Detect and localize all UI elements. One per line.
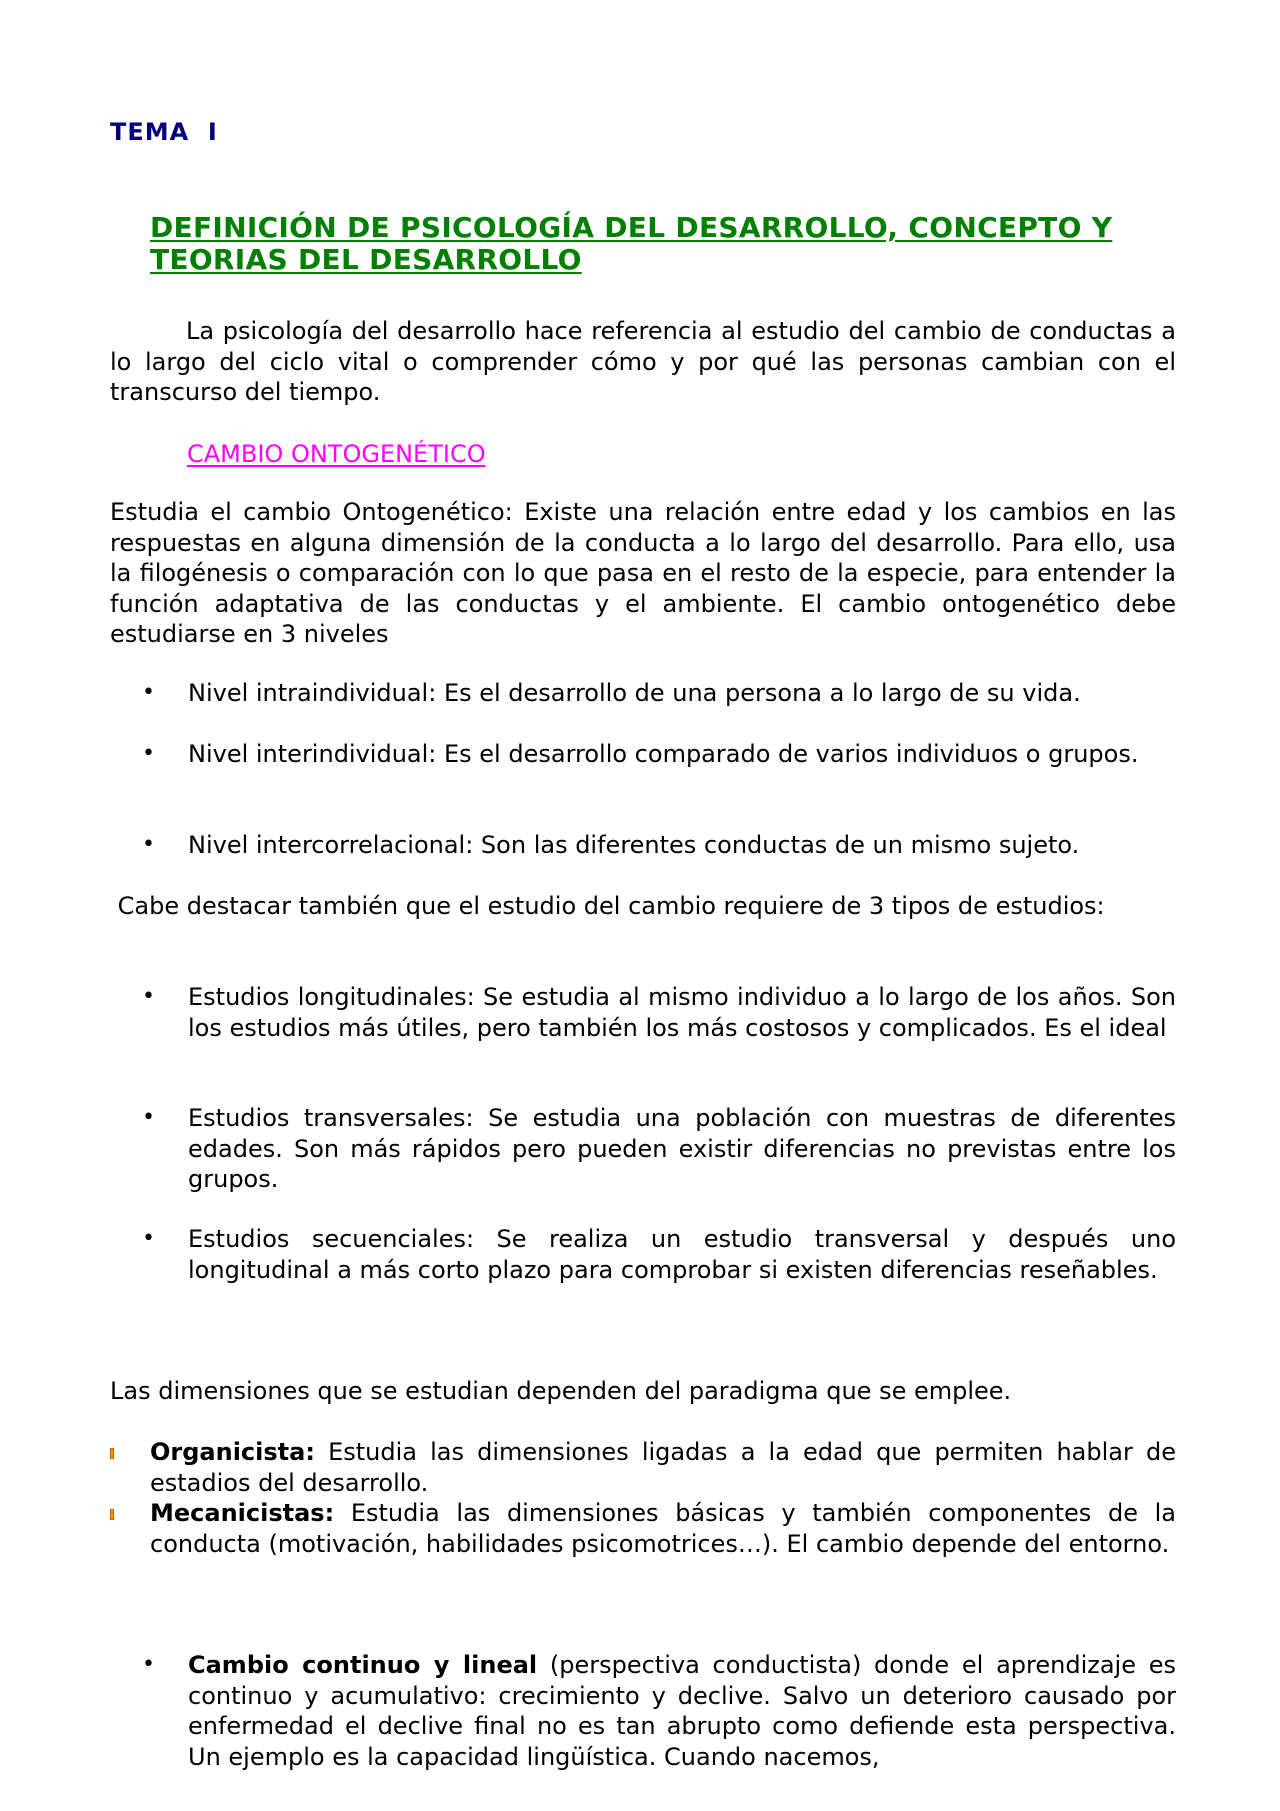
bullet-icon: • xyxy=(142,1105,155,1130)
list-item-text: Estudios longitudinales: Se estudia al mismo individuo a lo largo de los años. Son los estudios más útiles, pero también los más costosos y complicados. Es el ideal xyxy=(188,983,1176,1042)
list-item xyxy=(142,1224,1176,1285)
list-item xyxy=(142,1103,1176,1195)
bullet-icon: • xyxy=(142,984,155,1009)
square-bullet-icon xyxy=(110,1509,114,1520)
bullet-icon: • xyxy=(142,1226,155,1251)
paradigm-label: Mecanicistas: xyxy=(150,1499,335,1527)
list-item-text: Nivel intercorrelacional: Son las diferentes conductas de un mismo sujeto. xyxy=(188,831,1080,859)
paradigm-item-mecanicistas xyxy=(110,1498,1176,1559)
list-item-text: Nivel interindividual: Es el desarrollo comparado de varios individuos o grupos. xyxy=(188,740,1139,768)
page-title: DEFINICIÓN DE PSICOLOGÍA DEL DESARROLLO, CONCEPTO Y TEORIAS DEL DESARROLLO xyxy=(150,211,1113,276)
paradigm-label: Organicista: xyxy=(150,1438,315,1466)
list-item-text: Estudios secuenciales: Se realiza un estudio transversal y después uno longitudinal a más corto plazo para comprobar si existen diferencias reseñables. xyxy=(188,1225,1176,1284)
cambio-label: Cambio continuo y lineal xyxy=(188,1651,538,1679)
intro-paragraph: La psicología del desarrollo hace referencia al estudio del cambio de conductas a lo largo del ciclo vital o comprender cómo y por qué las personas cambian con el transcurso del tiempo. xyxy=(110,317,1176,406)
bullet-icon: • xyxy=(142,832,155,857)
paradigm-text: Estudia las dimensiones básicas y también componentes de la conducta (motivación, habilidades psicomotrices…). El cambio depende del entorno. xyxy=(150,1499,1176,1558)
list-item xyxy=(142,982,1176,1043)
ontogenetico-paragraph: Estudia el cambio Ontogenético: Existe una relación entre edad y los cambios en las respuestas en alguna dimensión de la conducta a lo largo del desarrollo. Para ello, usa la filogénesis o comparación con lo que pasa en el resto de la especie, para entender la función adaptativa de las conductas y el ambiente. El cambio ontogenético debe estudiarse en 3 niveles xyxy=(110,498,1176,648)
square-bullet-icon xyxy=(110,1448,114,1459)
list-item xyxy=(142,830,1176,861)
tema-heading: TEMA I xyxy=(110,118,218,146)
dimensiones-paragraph: Las dimensiones que se estudian dependen del paradigma que se emplee. xyxy=(110,1377,1012,1405)
list-item xyxy=(142,739,1176,770)
list-item-cambio-continuo xyxy=(142,1650,1176,1772)
bullet-icon: • xyxy=(142,680,155,705)
subheading-cambio-ontogenetico[interactable]: CAMBIO ONTOGENÉTICO xyxy=(187,440,486,468)
cabe-paragraph: Cabe destacar también que el estudio del cambio requiere de 3 tipos de estudios: xyxy=(110,892,1105,920)
cambio-text: (perspectiva conductista) donde el aprendizaje es continuo y acumulativo: crecimiento y declive. Salvo un deterioro causado por enfermedad el declive final no es tan abrupto como defiende esta perspectiva. Un ejemplo es la capacidad lingüística. Cuando nacemos, xyxy=(188,1651,1176,1771)
list-item xyxy=(142,678,1176,709)
paradigm-text: Estudia las dimensiones ligadas a la edad que permiten hablar de estadios del desarrollo. xyxy=(150,1438,1176,1497)
list-item-text: Estudios transversales: Se estudia una población con muestras de diferentes edades. Son más rápidos pero pueden existir diferencias no previstas entre los grupos. xyxy=(188,1104,1176,1193)
paradigm-item-organicista xyxy=(110,1437,1176,1498)
bullet-icon: • xyxy=(142,1652,155,1677)
bullet-icon: • xyxy=(142,741,155,766)
list-item-text: Nivel intraindividual: Es el desarrollo de una persona a lo largo de su vida. xyxy=(188,679,1081,707)
